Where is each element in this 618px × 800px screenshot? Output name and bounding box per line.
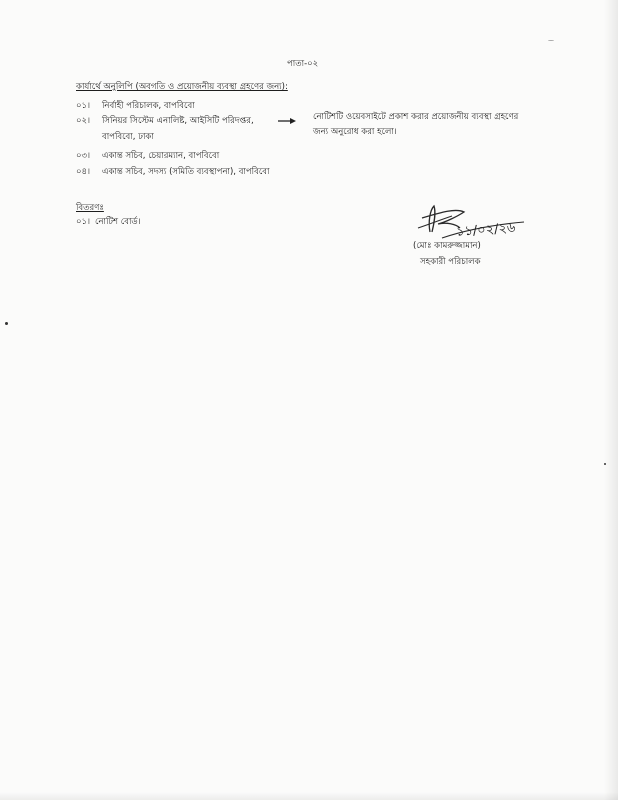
distribution-heading: বিতরণঃ <box>76 203 104 213</box>
scan-speck <box>548 40 554 41</box>
recipient-number: ০২। <box>76 116 91 126</box>
page-number: পাতা-০২ <box>287 59 319 69</box>
signatory-name: (মোঃ কামরুজ্জামান) <box>413 241 481 251</box>
svg-text:১১/০২/২৬: ১১/০২/২৬ <box>455 220 516 240</box>
arrow-note-line2: জন্য অনুরোধ করা হলো। <box>313 127 397 137</box>
recipient-number: ০১। <box>76 101 91 111</box>
distribution-item: নোটিশ বোর্ড। <box>95 217 141 227</box>
recipient-text-continued: বাপবিবো, ঢাকা <box>102 132 154 142</box>
signatory-designation: সহকারী পরিচালক <box>420 257 481 267</box>
signature-date <box>456 221 517 240</box>
scan-edge-shadow <box>0 792 618 800</box>
copy-heading: কার্যার্থে অনুলিপি (অবগতি ও প্রয়োজনীয় ব্যবস্থা গ্রহণের জন্য): <box>76 82 288 92</box>
distribution-number: ০১। <box>76 217 91 227</box>
right-arrow-icon <box>277 117 297 125</box>
recipient-text: সিনিয়র সিস্টেম এনালিষ্ট, আইসিটি পরিদপ্তর, <box>102 116 254 126</box>
recipient-text: একান্ত সচিব, চেয়ারম্যান, বাপবিবো <box>102 151 220 161</box>
recipient-text: নির্বাহী পরিচালক, বাপবিবো <box>102 101 195 111</box>
scan-speck <box>5 322 8 325</box>
recipient-number: ০৩। <box>76 151 91 161</box>
handwritten-signature <box>412 202 530 244</box>
recipient-text: একান্ত সচিব, সদস্য (সমিতি ব্যবস্থাপনা), বাপবিবো <box>102 167 270 177</box>
arrow-note-line1: নোটিশটি ওয়েবসাইটে প্রকাশ করার প্রয়োজনীয় ব্যবস্থা গ্রহণের <box>313 112 519 122</box>
scan-edge-shadow <box>604 0 618 800</box>
recipient-number: ০৪। <box>76 167 91 177</box>
